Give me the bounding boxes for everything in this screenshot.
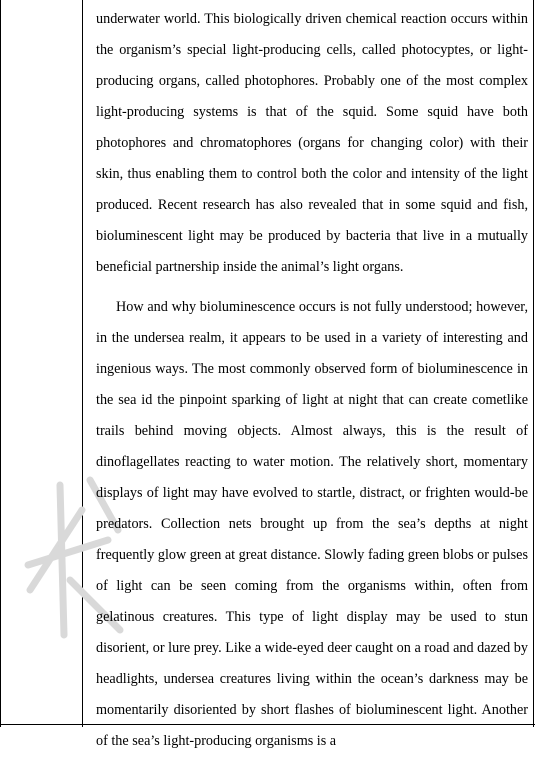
body-text [96, 4, 528, 757]
paragraph: underwater world. This biologically driven chemical reaction occurs within the organism’s special light-producing cells, called photocyptes, or light-producing organs, called photophores. Probably one of the most complex light-producing systems is that of the squid. Some squid have both photophores and chromatophores (organs for changing color) with their skin, thus enabling them to control both the color and intensity of the light produced. Recent research has also revealed that in some squid and fish, bioluminescent light may be produced by bacteria that live in a mutually beneficial partnership inside the animal’s light organs. [96, 11, 528, 275]
margin-column [0, 0, 83, 727]
right-border [533, 0, 534, 727]
paragraph: How and why bioluminescence occurs is not fully understood; however, in the undersea realm, it appears to be used in a variety of interesting and ingenious ways. The most commonly observed form of bioluminescence in the sea id the pinpoint sparking of light at night that can create cometlike trails behind moving objects. Almost always, this is the result of dinoflagellates reacting to water motion. The relatively short, momentary displays of light may have evolved to startle, distract, or frighten would-be predators. Collection nets brought up from the sea’s depths at night frequently glow green at great distance. Slowly fading green blobs or pulses of light can be seen coming from the organisms within, often from gelatinous creatures. This type of light display may be used to stun disorient, or lure prey. Like a wide-eyed deer caught on a road and dazed by headlights, undersea creatures living within the ocean’s darkness may be momentarily disoriented by short flashes of bioluminescent light. Another of the sea’s light-producing organisms is a [96, 299, 528, 749]
